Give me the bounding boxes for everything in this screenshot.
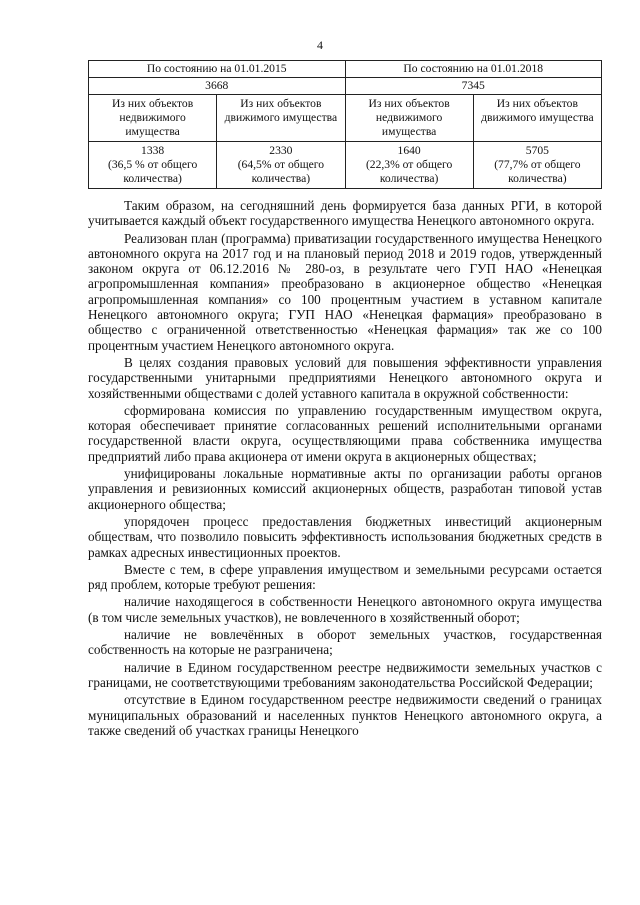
table-subheader: Из них объектов движимого имущества	[473, 95, 601, 142]
table-cell-share: (22,3% от общего количества)	[365, 158, 453, 185]
table-totals-row	[89, 78, 602, 95]
table-subheader: Из них объектов движимого имущества	[217, 95, 345, 142]
document-body	[88, 198, 602, 740]
table-cell	[345, 142, 473, 189]
table-cell	[473, 142, 601, 189]
table-cell-count: 5705	[525, 144, 549, 157]
paragraph: унифицированы локальные нормативные акты по организации работы органов управления и ревизионных комиссий акционерных обществ, разработан типовой устав акционерного общества;	[88, 466, 602, 512]
table-cell	[217, 142, 345, 189]
table-subheader: Из них объектов недвижимого имущества	[89, 95, 217, 142]
paragraph: Вместе с тем, в сфере управления имуществом и земельными ресурсами остается ряд проблем, которые требуют решения:	[88, 561, 602, 593]
table-values-row	[89, 142, 602, 189]
paragraph: отсутствие в Едином государственном реестре недвижимости сведений о границах муниципальных образований и населенных пунктов Ненецкого автономного округа, а также сведений об участках границы Ненецкого	[88, 692, 602, 738]
paragraph: упорядочен процесс предоставления бюджетных инвестиций акционерным обществам, что позволило повысить эффективность использования бюджетных средств в рамках адресных инвестиционных проектов.	[88, 513, 602, 560]
property-stats-table	[88, 60, 602, 189]
table-subheader-row	[89, 95, 602, 142]
paragraph: наличие в Едином государственном реестре недвижимости земельных участков с границами, не соответствующими требованиям законодательства Российской Федерации;	[88, 659, 602, 690]
table-header-2015: По состоянию на 01.01.2015	[89, 61, 346, 78]
table-subheader: Из них объектов недвижимого имущества	[345, 95, 473, 142]
paragraph: наличие не вовлечённых в оборот земельных участков, государственная собственность на которые не разграничена;	[88, 627, 602, 658]
table-cell	[89, 142, 217, 189]
paragraph: Реализован план (программа) приватизации государственного имущества Ненецкого автономного округа на 2017 год и на плановый период 2018 и 2019 годов, утвержденный законом округа от 06.12.2016 № 280-оз, в результате чего ГУП НАО «Ненецкая агропромышленная компания» преобразовано в акционерное общество «Ненецкая агропромышленная компания» со 100 процентным участием в уставном капитале Ненецкого автономного округа; ГУП НАО «Ненецкая фармация» преобразовано в общество с ограниченной ответственностью «Ненецкая фармация» так же со 100 процентным участием Ненецкого автономного округа.	[88, 230, 602, 353]
table-cell-count: 1338	[141, 144, 165, 157]
paragraph: сформирована комиссия по управлению государственным имуществом округа, которая обеспечивает принятие согласованных решений исполнительными органами государственной власти округа, осуществляющими права собственника имущества предприятий либо права акционера от имени округа в акционерных обществах;	[88, 402, 602, 464]
table-cell-count: 2330	[269, 144, 293, 157]
table-cell-share: (77,7% от общего количества)	[494, 158, 581, 185]
page-number: 4	[317, 38, 323, 52]
table-cell-share: (36,5 % от общего количества)	[108, 158, 198, 185]
table-cell-count: 1640	[397, 144, 421, 157]
table-total-2015: 3668	[89, 78, 346, 95]
table-header-row	[89, 61, 602, 78]
table-cell-share: (64,5% от общего количества)	[237, 158, 325, 185]
paragraph: В целях создания правовых условий для повышения эффективности управления государственными унитарными предприятиями Ненецкого автономного округа и хозяйственными обществами с долей уставного капитала в окружной собственности:	[88, 354, 602, 401]
table-header-2018: По состоянию на 01.01.2018	[345, 61, 602, 78]
paragraph: наличие находящегося в собственности Ненецкого автономного округа имущества (в том числе земельных участков), не вовлеченного в хозяйственный оборот;	[88, 594, 602, 625]
paragraph: Таким образом, на сегодняшний день формируется база данных РГИ, в которой учитывается каждый объект государственного имущества Ненецкого автономного округа.	[88, 198, 602, 229]
table-total-2018: 7345	[345, 78, 602, 95]
